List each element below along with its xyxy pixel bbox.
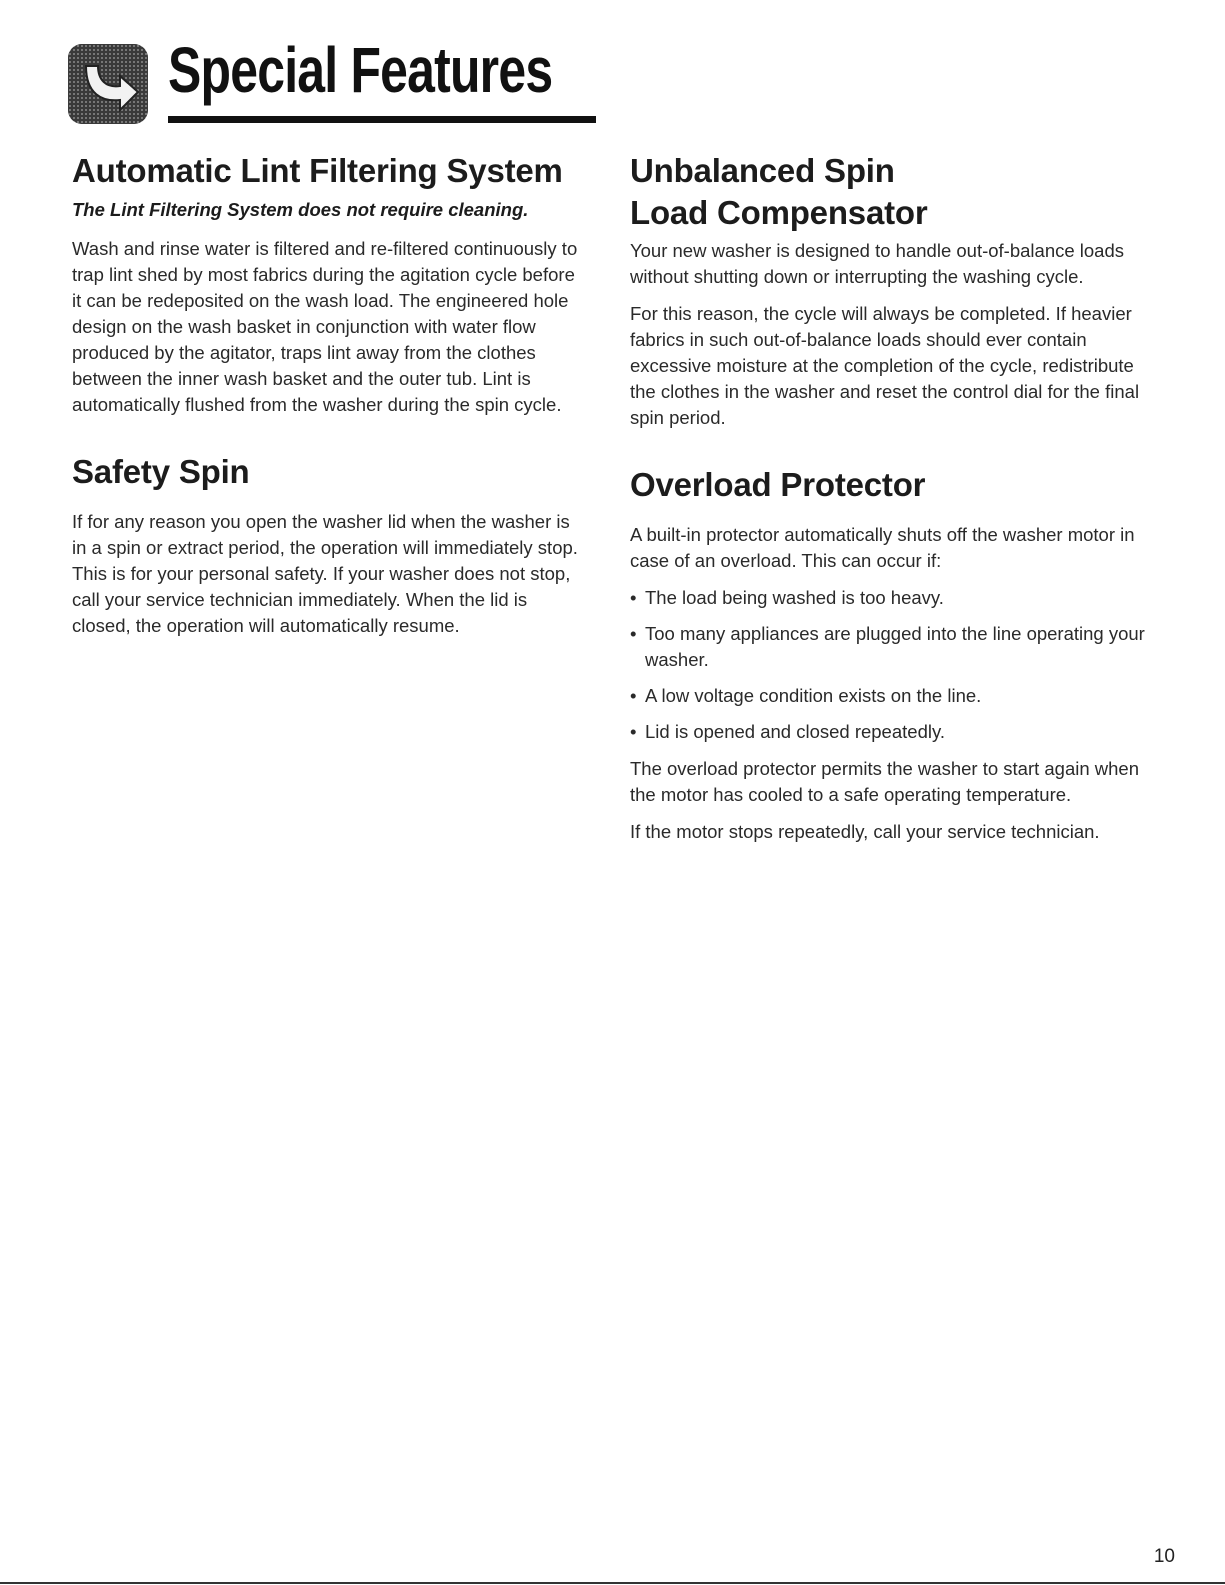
lint-filtering-heading: Automatic Lint Filtering System <box>72 152 563 189</box>
arrow-swoosh-icon <box>68 44 148 124</box>
list-item: • The load being washed is too heavy. <box>630 585 1150 611</box>
lint-filtering-body: Wash and rinse water is filtered and re-filtered continuously to trap lint shed by most fabrics during the agitation cycle before it can be redeposited on the wash load. The engineered hole design on the wash basket in conjunction with water flow produced by the agitator, traps lint away from the clothes between the inner wash basket and the outer tub. Lint is automatically flushed from the washer during the spin cycle. <box>72 238 578 415</box>
overload-causes-list <box>630 585 1150 745</box>
unbalanced-spin-para-2: For this reason, the cycle will always be completed. If heavier fabrics in such out-of-balance loads should ever contain excessive moisture at the completion of the cycle, redistribute the clothes in the washer and reset the control dial for the final spin period. <box>630 303 1140 428</box>
overload-protector-heading: Overload Protector <box>630 466 926 503</box>
bullet-icon: • <box>630 623 637 644</box>
unbalanced-spin-heading-line1: Unbalanced Spin <box>630 152 895 189</box>
unbalanced-spin-para-1: Your new washer is designed to handle out-of-balance loads without shutting down or interrupting the washing cycle. <box>630 240 1125 287</box>
safety-spin-body: If for any reason you open the washer lid when the washer is in a spin or extract period, the operation will immediately stop. This is for your personal safety. If your washer does not stop, call your service technician immediately. When the lid is closed, the operation will automatically resume. <box>72 511 578 636</box>
page-number: 10 <box>1153 1546 1175 1567</box>
bottom-divider <box>0 1582 1225 1584</box>
left-column <box>72 150 582 650</box>
bullet-icon: • <box>630 721 637 742</box>
overload-protector-intro: A built-in protector automatically shuts off the washer motor in case of an overload. This can occur if: <box>630 524 1135 571</box>
list-item: • Lid is opened and closed repeatedly. <box>630 719 1150 745</box>
bullet-icon: • <box>630 587 637 608</box>
page-title: Special Features <box>168 34 553 106</box>
overload-protector-section <box>630 464 1150 845</box>
unbalanced-spin-heading-line2: Load Compensator <box>630 194 928 231</box>
safety-spin-section <box>72 451 582 639</box>
lint-filtering-note: The Lint Filtering System does not require cleaning. <box>72 199 529 220</box>
unbalanced-spin-section <box>630 150 1150 431</box>
overload-protector-service: If the motor stops repeatedly, call your service technician. <box>630 821 1100 842</box>
lint-filtering-section <box>72 150 582 418</box>
safety-spin-heading: Safety Spin <box>72 453 250 490</box>
title-underline <box>168 116 596 123</box>
list-item: • A low voltage condition exists on the line. <box>630 683 1150 709</box>
unbalanced-spin-heading <box>630 150 1150 234</box>
right-column <box>630 150 1150 856</box>
list-item: • Too many appliances are plugged into the line operating your washer. <box>630 623 1145 670</box>
bullet-icon: • <box>630 685 637 706</box>
overload-protector-restart: The overload protector permits the washer to start again when the motor has cooled to a safe operating temperature. <box>630 758 1140 805</box>
